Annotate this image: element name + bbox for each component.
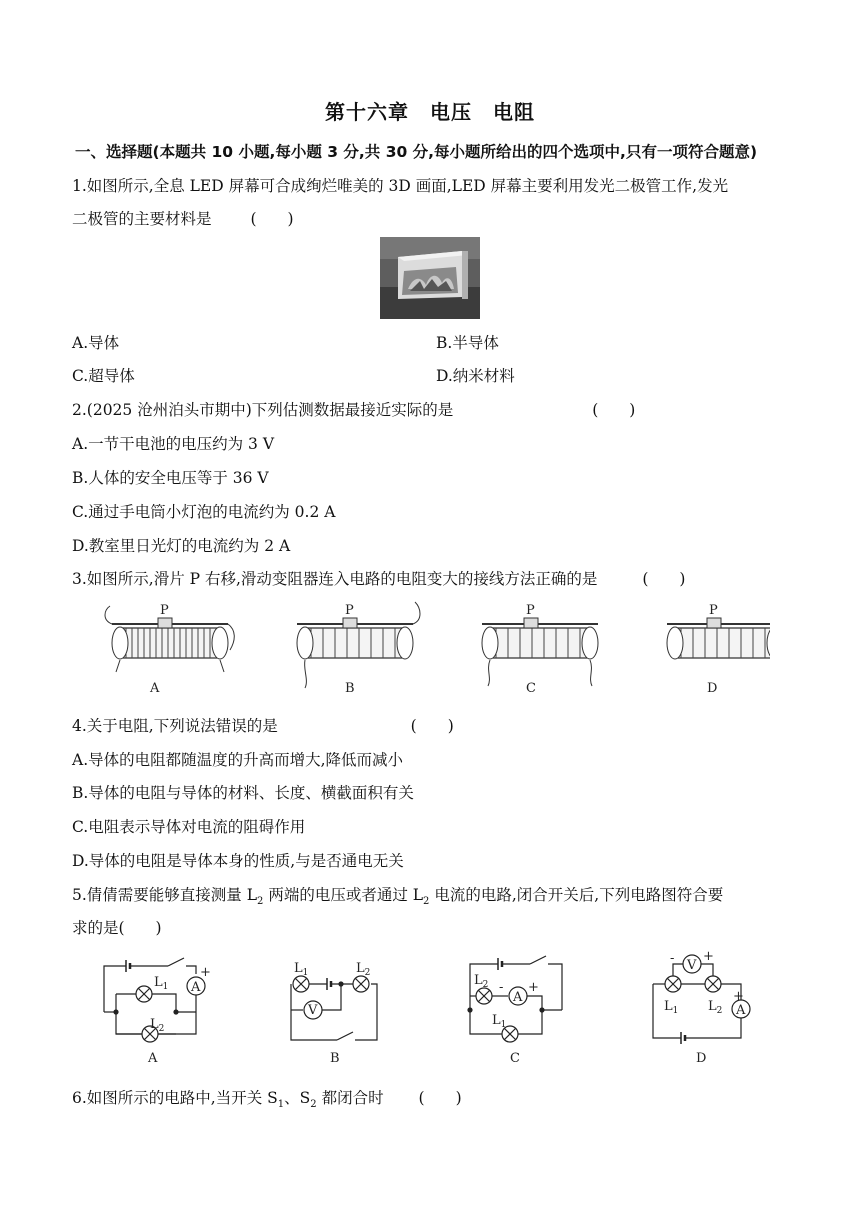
q5-text-part2: 两端的电压或者通过 L <box>263 886 424 904</box>
circuit-d-caption: D <box>696 1051 707 1066</box>
q5-stem-line1 <box>72 883 723 907</box>
rheostat-d <box>667 602 770 696</box>
q5-sub2: 2 <box>423 896 430 908</box>
voltmeter-symbol-b: V <box>308 1003 318 1018</box>
lamp-label-d-l2: $L_2$ <box>708 999 723 1016</box>
ammeter-symbol-c: A <box>513 990 523 1005</box>
minus-sign-c: - <box>499 980 504 995</box>
q2-option-a: A.一节干电池的电压约为 3 V <box>72 435 275 453</box>
q3-answer-paren: ( ) <box>642 570 686 588</box>
lamp-label-c-l2: $L_2$ <box>474 973 489 990</box>
rheostat-figure <box>90 600 770 704</box>
lamp-label-a-l1: $L_1$ <box>154 975 169 992</box>
q4-stem-text: 4.关于电阻,下列说法错误的是 <box>72 717 278 735</box>
lamp-label-c-l1: $L_1$ <box>492 1013 507 1030</box>
rheostat-a-caption: A <box>150 681 160 696</box>
circuit-b <box>291 976 377 1040</box>
q3-stem-line <box>72 567 685 589</box>
q1-answer-paren: ( ) <box>250 210 294 228</box>
q1-stem-line1: 1.如图所示,全息 LED 屏幕可合成绚烂唯美的 3D 画面,LED 屏幕主要利用发光二极管工作,发光 <box>72 177 729 195</box>
rheostat-a <box>105 603 234 696</box>
q2-stem-text: 2.(2025 沧州泊头市期中)下列估测数据最接近实际的是 <box>72 401 454 419</box>
minus-sign-d: - <box>670 951 675 966</box>
q4-answer-paren: ( ) <box>410 717 454 735</box>
circuit-figure <box>96 950 776 1070</box>
slider-label-b: P <box>345 603 354 618</box>
q1-option-b: B.半导体 <box>436 334 499 352</box>
plus-sign-c: + <box>528 980 539 995</box>
circuit-b-caption: B <box>330 1051 340 1066</box>
plus-sign-a: + <box>200 965 211 980</box>
q6-sub1: 1 <box>277 1099 285 1111</box>
plus-sign-d-ammeter: + <box>733 989 744 1004</box>
slider-label-a: P <box>160 603 169 618</box>
q6-stem-line <box>72 1086 462 1110</box>
voltmeter-symbol-d: V <box>687 958 697 973</box>
q2-option-d: D.教室里日光灯的电流约为 2 A <box>72 537 291 555</box>
q6-sub2: 2 <box>310 1099 317 1111</box>
q2-option-c: C.通过手电筒小灯泡的电流约为 0.2 A <box>72 503 336 521</box>
q1-option-c: C.超导体 <box>72 367 135 385</box>
q4-option-a: A.导体的电阻都随温度的升高而增大,降低而减小 <box>72 751 404 769</box>
lamp-label-b-l1: $L_1$ <box>294 961 309 978</box>
lamp-label-d-l1: $L_1$ <box>664 999 679 1016</box>
q2-answer-paren: ( ) <box>592 401 636 419</box>
q1-stem-line2 <box>72 207 294 229</box>
q2-stem-line <box>72 398 635 420</box>
q5-stem-line2: 求的是( ) <box>72 919 162 937</box>
circuit-c-caption: C <box>510 1051 520 1066</box>
q6-answer-paren: ( ) <box>418 1089 462 1107</box>
q5-text-part3: 电流的电路,闭合开关后,下列电路图符合要 <box>429 886 724 904</box>
q4-option-c: C.电阻表示导体对电流的阻碍作用 <box>72 818 306 836</box>
q4-option-b: B.导体的电阻与导体的材料、长度、横截面积有关 <box>72 784 414 802</box>
page-title: 第十六章 电压 电阻 <box>325 100 535 124</box>
rheostat-b-caption: B <box>345 681 355 696</box>
ammeter-symbol-a: A <box>191 980 201 995</box>
q6-text-part1: 6.如图所示的电路中,当开关 S <box>72 1089 278 1107</box>
plus-sign-d: + <box>703 950 714 964</box>
q6-text-part3: 都闭合时 <box>316 1089 384 1107</box>
rheostat-c-caption: C <box>526 681 536 696</box>
q4-option-d: D.导体的电阻是导体本身的性质,与是否通电无关 <box>72 852 404 870</box>
q1-option-d: D.纳米材料 <box>436 367 515 385</box>
rheostat-c <box>482 603 598 696</box>
q1-option-a: A.导体 <box>72 334 120 352</box>
q4-stem-line <box>72 714 454 736</box>
q1-stem-text: 二极管的主要材料是 <box>72 210 212 228</box>
circuit-a-caption: A <box>148 1051 158 1066</box>
led-screen-photo <box>380 237 480 319</box>
lamp-label-b-l2: $L_2$ <box>356 961 371 978</box>
rheostat-b <box>297 602 420 696</box>
q2-option-b: B.人体的安全电压等于 36 V <box>72 469 269 487</box>
slider-label-c: P <box>526 603 535 618</box>
lamp-label-a-l2: $L_2$ <box>150 1017 165 1034</box>
slider-label-d: P <box>709 603 718 618</box>
q5-text-part1: 5.倩倩需要能够直接测量 L <box>72 886 258 904</box>
q3-stem-text: 3.如图所示,滑片 P 右移,滑动变阻器连入电路的电阻变大的接线方法正确的是 <box>72 570 598 588</box>
q5-sub1: 2 <box>257 896 264 908</box>
section-heading: 一、选择题(本题共 10 小题,每小题 3 分,共 30 分,每小题所给出的四个选项中,只有一项符合题意) <box>75 143 758 161</box>
q6-text-part2: 、S <box>284 1089 311 1107</box>
ammeter-symbol-d: A <box>736 1003 746 1018</box>
rheostat-d-caption: D <box>707 681 718 696</box>
